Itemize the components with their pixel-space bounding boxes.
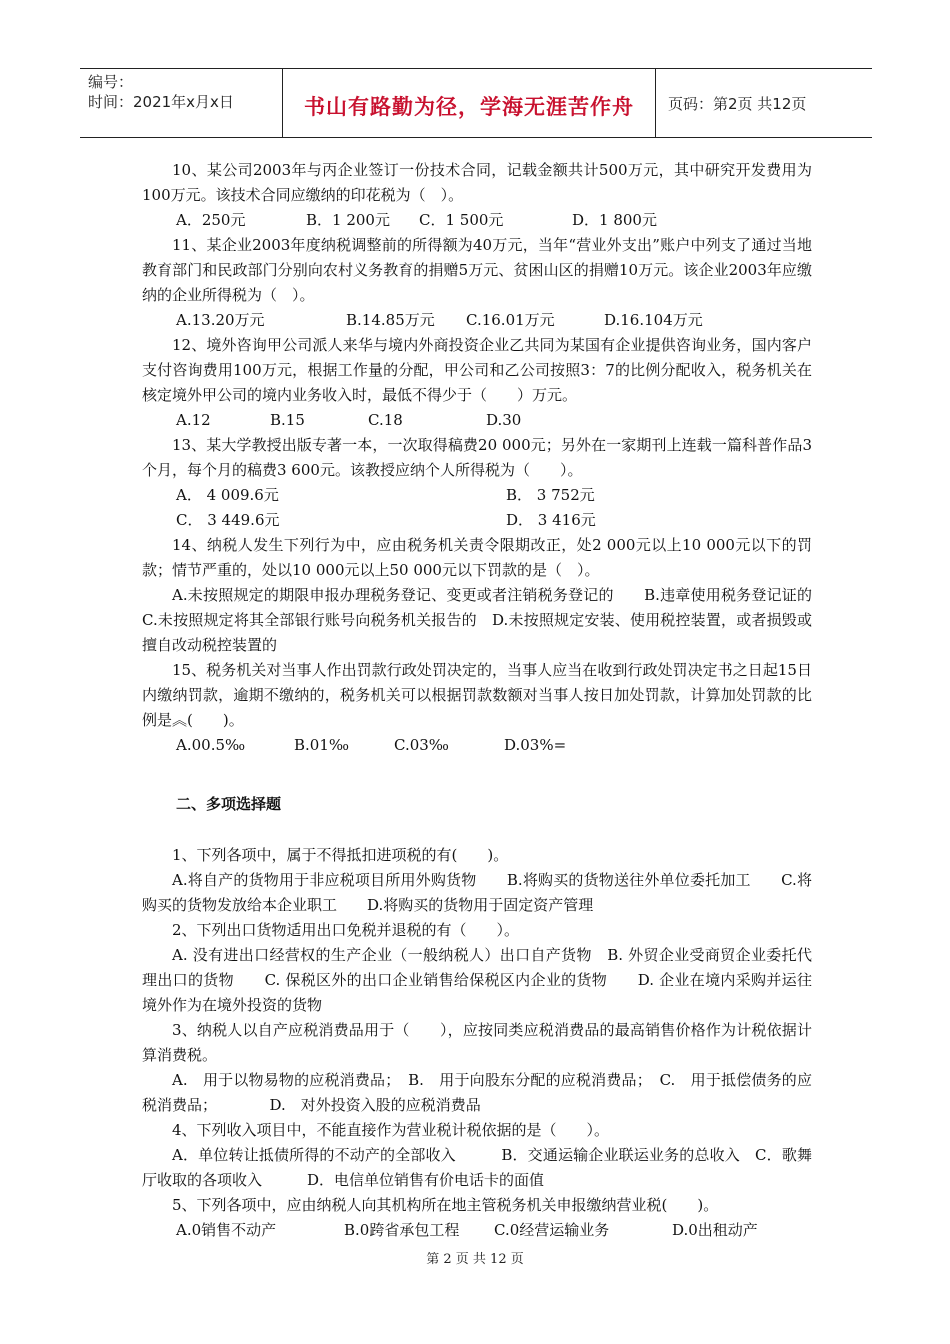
option: D.03%= [504, 736, 567, 754]
question-12: 12、境外咨询甲公司派人来华与境内外商投资企业乙共同为某国有企业提供咨询业务，国内客户支付咨询费用100万元，根据工作量的分配，甲公司和乙公司按照3：7的比例分配收入，税务机关在核定境外甲公司的境内业务收入时，最低不得少于（ ）万元。 [142, 336, 812, 404]
option: C.03‰ [394, 736, 449, 754]
multi-question-3: 3、纳税人以自产应税消费品用于（ ），应按同类应税消费品的最高销售价格作为计税依据计算消费税。 [142, 1021, 812, 1064]
options-13-row1 [142, 483, 812, 508]
multi-question-4: 4、下列收入项目中，不能直接作为营业税计税依据的是（ ）。 [172, 1121, 610, 1139]
question-11: 11、某企业2003年度纳税调整前的所得额为40万元，当年“营业外支出”账户中列支了通过当地教育部门和民政部门分别向农村义务教育的捐赠5万元、贫困山区的捐赠10万元。该企业2003年应缴纳的企业所得税为（ ）。 [142, 236, 812, 304]
section-title: 二、多项选择题 [176, 795, 282, 813]
option: C.16.01万元 [466, 311, 555, 329]
multi-options-3: A. 用于以物易物的应税消费品； B. 用于向股东分配的应税消费品； C. 用于抵偿债务的应税消费品； D. 对外投资入股的应税消费品 [142, 1071, 812, 1114]
multi-options-5 [142, 1218, 812, 1243]
options-14: A.未按照规定的期限申报办理税务登记、变更或者注销税务登记的 B.违章使用税务登记证的 C.未按照规定将其全部银行账号向税务机关报告的 D.未按照规定安装、使用税控装置，或者损毁或擅自改动税控装置的 [142, 586, 843, 654]
page-header [80, 68, 872, 138]
multi-question-1: 1、下列各项中，属于不得抵扣进项税的有( )。 [172, 846, 509, 864]
time-label: 时间：2021年x月x日 [88, 93, 234, 111]
header-page-cell [656, 69, 872, 137]
header-meta-cell [80, 69, 283, 137]
document-body [142, 158, 843, 1243]
option: A.0销售不动产 [176, 1221, 277, 1239]
options-11 [142, 308, 812, 333]
option: A.12 [176, 411, 211, 429]
option: A.00.5‰ [176, 736, 246, 754]
options-15 [142, 733, 812, 758]
question-14: 14、纳税人发生下列行为中，应由税务机关责令限期改正，处2 000元以上10 000元以下的罚款；情节严重的，处以10 000元以上50 000元以下罚款的是（ ）。 [142, 536, 812, 579]
question-10: 10、某公司2003年与丙企业签订一份技术合同，记载金额共计500万元，其中研究开发费用为100万元。该技术合同应缴纳的印花税为（ ）。 [142, 161, 812, 204]
multi-question-2: 2、下列出口货物适用出口免税并退税的有（ ）。 [172, 921, 520, 939]
option: D.30 [486, 411, 522, 429]
option: A.13.20万元 [176, 311, 265, 329]
option: D．1 800元 [572, 211, 657, 229]
multi-options-2: A. 没有进出口经营权的生产企业（一般纳税人）出口自产货物 B. 外贸企业受商贸企业委托代理出口的货物 C. 保税区外的出口企业销售给保税区内企业的货物 D. 企业在境内采购并运往境外作为在境外投资的货物 [142, 946, 812, 1014]
option: C.0经营运输业务 [494, 1221, 610, 1239]
option: C.18 [368, 411, 403, 429]
question-15: 15、税务机关对当事人作出罚款行政处罚决定的，当事人应当在收到行政处罚决定书之日起15日内缴纳罚款，逾期不缴纳的，税务机关可以根据罚款数额对当事人按日加处罚款，计算加处罚款的比例是︽( )。 [142, 661, 812, 729]
option: B.14.85万元 [346, 311, 435, 329]
option: B.15 [270, 411, 305, 429]
option: C．1 500元 [419, 211, 504, 229]
multi-options-4: A．单位转让抵债所得的不动产的全部收入 B．交通运输企业联运业务的总收入 C．歌舞厅收取的各项收入 D．电信单位销售有价电话卡的面值 [142, 1146, 812, 1189]
page-footer: 第 2 页 共 12 页 [426, 1252, 524, 1267]
multi-question-5: 5、下列各项中，应由纳税人向其机构所在地主管税务机关申报缴纳营业税( )。 [172, 1196, 719, 1214]
options-13-row2 [142, 508, 812, 533]
option: B.01‰ [294, 736, 350, 754]
page-info: 页码：第2页 共12页 [668, 95, 807, 113]
header-motto-cell [283, 69, 656, 137]
option: D.16.104万元 [604, 311, 703, 329]
option: B．1 200元 [306, 211, 390, 229]
question-13: 13、某大学教授出版专著一本，一次取得稿费20 000元；另外在一家期刊上连载一篇科普作品3个月，每个月的稿费3 600元。该教授应纳个人所得税为（ ）。 [142, 436, 812, 479]
motto: 书山有路勤为径，学海无涯苦作舟 [304, 95, 634, 119]
option: D.0出租动产 [672, 1221, 758, 1239]
option: A．250元 [176, 211, 246, 229]
options-10 [142, 208, 812, 233]
serial-label: 编号： [88, 73, 134, 91]
option: B.0跨省承包工程 [344, 1221, 460, 1239]
options-12 [142, 408, 812, 433]
multi-options-1: A.将自产的货物用于非应税项目所用外购货物 B.将购买的货物送往外单位委托加工 C.将购买的货物发放给本企业职工 D.将购买的货物用于固定资产管理 [142, 871, 812, 914]
option: B． 3 752元 [506, 486, 595, 504]
option: D． 3 416元 [506, 511, 596, 529]
option: C． 3 449.6元 [176, 511, 280, 529]
option: A． 4 009.6元 [176, 486, 279, 504]
